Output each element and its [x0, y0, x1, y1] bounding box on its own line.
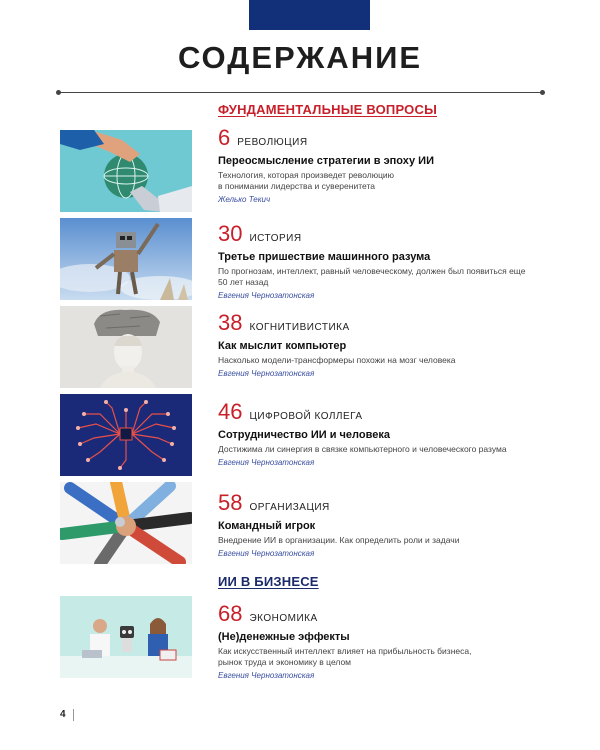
rubric-label: ОРГАНИЗАЦИЯ [249, 502, 330, 513]
article-description: Насколько модели-трансформеры похожи на мозг человека [218, 355, 456, 365]
divider-dot-right [540, 90, 545, 95]
article-title[interactable]: Переосмысление стратегии в эпоху ИИ [218, 155, 434, 167]
article-description: Технология, которая произведет революцию в понимании лидерства и суверенитета [218, 170, 395, 191]
page-number: 38 [218, 310, 243, 335]
page-number: 30 [218, 221, 243, 246]
page-number: 58 [218, 490, 243, 515]
article-author: Евгения Чернозатонская [218, 458, 315, 467]
rubric-label: КОГНИТИВИСТИКА [249, 322, 350, 333]
article-title[interactable]: Как мыслит компьютер [218, 340, 347, 352]
page-number: 6 [218, 125, 231, 150]
rubric-label: ЦИФРОВОЙ КОЛЛЕГА [249, 411, 363, 422]
page-number: 68 [218, 601, 243, 626]
divider-line [58, 92, 542, 93]
footer-page-number: 4 [60, 709, 66, 720]
article-author: Евгения Чернозатонская [218, 291, 315, 300]
toc-entry[interactable] [218, 311, 558, 378]
article-author: Евгения Чернозатонская [218, 549, 315, 558]
article-description: Внедрение ИИ в организации. Как определить роли и задачи [218, 535, 460, 545]
thumbnail-cognitive [60, 306, 192, 388]
thumbnail-organization [60, 482, 192, 564]
article-title[interactable]: Третье пришествие машинного разума [218, 251, 431, 263]
article-title[interactable]: Сотрудничество ИИ и человека [218, 429, 390, 441]
footer-divider [73, 709, 74, 721]
toc-entry[interactable] [218, 222, 558, 300]
article-author: Евгения Чернозатонская [218, 369, 315, 378]
article-title[interactable]: Командный игрок [218, 520, 316, 532]
toc-entry[interactable] [218, 602, 558, 680]
article-description: Как искусственный интеллект влияет на прибыльность бизнеса, рынок труда и экономику в целом [218, 646, 472, 667]
thumbnail-revolution [60, 130, 192, 212]
toc-entry[interactable] [218, 400, 558, 467]
page-title: СОДЕРЖАНИЕ [177, 40, 423, 75]
thumbnail-digital-colleague [60, 394, 192, 476]
thumbnail-history [60, 218, 192, 300]
toc-entry[interactable] [218, 126, 558, 204]
article-author: Желько Текич [218, 195, 271, 204]
article-description: Достижима ли синергия в связке компьютерного и человеческого разума [218, 444, 507, 454]
divider-dot-left [56, 90, 61, 95]
toc-entry[interactable] [218, 491, 558, 558]
thumbnail-economics [60, 596, 192, 678]
section-heading-business[interactable]: ИИ В БИЗНЕСЕ [218, 574, 319, 589]
page-number: 46 [218, 399, 243, 424]
article-description: По прогнозам, интеллект, равный человеческому, должен был появиться еще 50 лет назад [218, 266, 526, 287]
top-accent-bar [249, 0, 370, 30]
article-title[interactable]: (Не)денежные эффекты [218, 631, 350, 643]
rubric-label: ИСТОРИЯ [249, 233, 302, 244]
rubric-label: ЭКОНОМИКА [249, 613, 318, 624]
article-author: Евгения Чернозатонская [218, 671, 315, 680]
section-heading-fundamental[interactable]: ФУНДАМЕНТАЛЬНЫЕ ВОПРОСЫ [218, 102, 437, 117]
rubric-label: РЕВОЛЮЦИЯ [237, 137, 308, 148]
